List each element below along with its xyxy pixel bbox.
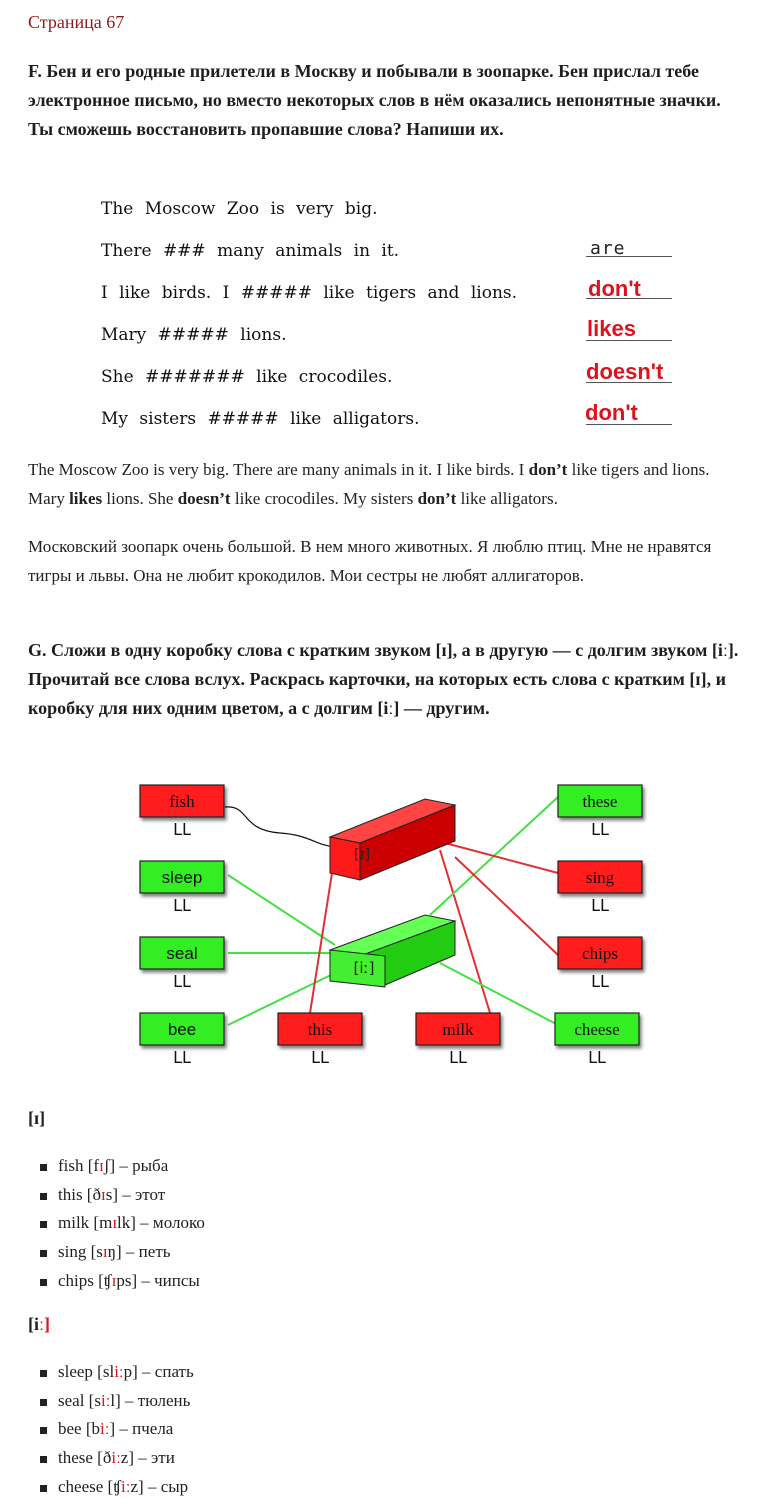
card-chips [558, 937, 642, 991]
exercise-line-5: She ####### like crocodiles. [101, 367, 393, 387]
line-sing-short [445, 843, 558, 873]
svg-text:this: this [307, 1020, 333, 1039]
svg-text:ᒪᒪ: ᒪᒪ [173, 972, 191, 991]
list-item: cheese [ʧiːz] – сыр [36, 1473, 194, 1502]
card-fish [140, 785, 224, 839]
card-sleep [140, 861, 224, 915]
short-sound-word-list [36, 1152, 205, 1295]
svg-text:bee: bee [167, 1020, 197, 1039]
answer-1: are [590, 238, 626, 259]
list-item: this [ðɪs] – этот [36, 1181, 205, 1210]
svg-text:ᒪᒪ: ᒪᒪ [449, 1048, 467, 1067]
card-these [558, 785, 642, 839]
exercise-line-1: The Moscow Zoo is very big. [101, 199, 378, 219]
exercise-line-4: Mary ##### lions. [101, 325, 287, 345]
svg-text:sleep: sleep [161, 868, 203, 887]
list-item: chips [ʧɪps] – чипсы [36, 1267, 205, 1296]
english-answer-text: The Moscow Zoo is very big. There are many animals in it. I like birds. I don’t like tigers and lions. Mary likes lions. She doesn’t like crocodiles. My sisters don’t like alligators. [28, 460, 710, 508]
russian-translation: Московский зоопарк очень большой. В нем много животных. Я люблю птиц. Мне не нравятся тигры и львы. Она не любит крокодилов. Мои сестры не любят аллигаторов. [28, 537, 712, 585]
sound-sorting-diagram [130, 775, 650, 1075]
svg-text:ᒪᒪ: ᒪᒪ [173, 820, 191, 839]
svg-text:chips: chips [582, 944, 618, 963]
svg-text:ᒪᒪ: ᒪᒪ [591, 972, 609, 991]
task-g-instruction: G. Сложи в одну коробку слова с кратким звуком [ɪ], а в другую — с долгим звуком [iː]. Прочитай все слова вслух. Раскрась карточки, на которых есть слова с кратким [ɪ], и коробку для них одним цветом, а с долгим [iː] — другим. [28, 640, 739, 718]
answer-2: don't [588, 276, 641, 301]
line-sleep-long [228, 875, 335, 945]
svg-text:cheese: cheese [574, 1020, 620, 1039]
list-item: bee [biː] – пчела [36, 1415, 194, 1444]
card-seal [140, 937, 224, 991]
exercise-line-3: I like birds. I ##### like tigers and lions. [101, 283, 518, 303]
long-sound-box [330, 915, 455, 987]
exercise-f-worksheet [0, 188, 773, 438]
card-milk [416, 1013, 500, 1067]
svg-text:ᒪᒪ: ᒪᒪ [173, 896, 191, 915]
list-item: sleep [sliːp] – спать [36, 1358, 194, 1387]
svg-text:ᒪᒪ: ᒪᒪ [311, 1048, 329, 1067]
svg-text:ᒪᒪ: ᒪᒪ [591, 896, 609, 915]
card-sing [558, 861, 642, 915]
card-this [278, 1013, 362, 1067]
exercise-line-6: My sisters ##### like alligators. [101, 409, 420, 429]
task-f-instruction: F. Бен и его родные прилетели в Москву и побывали в зоопарке. Бен прислал тебе электронное письмо, но вместо некоторых слов в нём оказались непонятные значки. Ты сможешь восстановить пропавшие слова? Напиши их. [28, 61, 721, 139]
line-fish-short [225, 807, 335, 847]
answer-3: likes [587, 316, 636, 341]
answer-5: don't [585, 400, 638, 425]
svg-text:fish: fish [169, 792, 195, 811]
long-sound-word-list [36, 1358, 194, 1501]
short-sound-heading: [ɪ] [28, 1108, 46, 1128]
svg-text:sing: sing [585, 868, 615, 887]
svg-text:ᒪᒪ: ᒪᒪ [591, 820, 609, 839]
line-this-short [310, 873, 332, 1013]
long-box-label: [iː] [353, 959, 375, 977]
page-number: Страница 67 [28, 12, 125, 32]
card-cheese [555, 1013, 639, 1067]
line-chips-short [455, 857, 558, 955]
answer-4: doesn't [586, 359, 664, 384]
short-sound-box [330, 799, 455, 880]
svg-text:ᒪᒪ: ᒪᒪ [173, 1048, 191, 1067]
short-box-label: [ɪ] [353, 847, 371, 863]
list-item: sing [sɪŋ] – петь [36, 1238, 205, 1267]
svg-text:seal: seal [166, 944, 198, 963]
exercise-line-2: There ### many animals in it. [101, 241, 400, 261]
svg-text:these: these [582, 792, 618, 811]
svg-text:ᒪᒪ: ᒪᒪ [588, 1048, 606, 1067]
card-bee [140, 1013, 224, 1067]
list-item: milk [mɪlk] – молоко [36, 1209, 205, 1238]
list-item: fish [fɪʃ] – рыба [36, 1152, 205, 1181]
long-sound-heading: [iː] [28, 1314, 50, 1334]
svg-text:milk: milk [442, 1020, 474, 1039]
list-item: seal [siːl] – тюлень [36, 1387, 194, 1416]
list-item: these [ðiːz] – эти [36, 1444, 194, 1473]
